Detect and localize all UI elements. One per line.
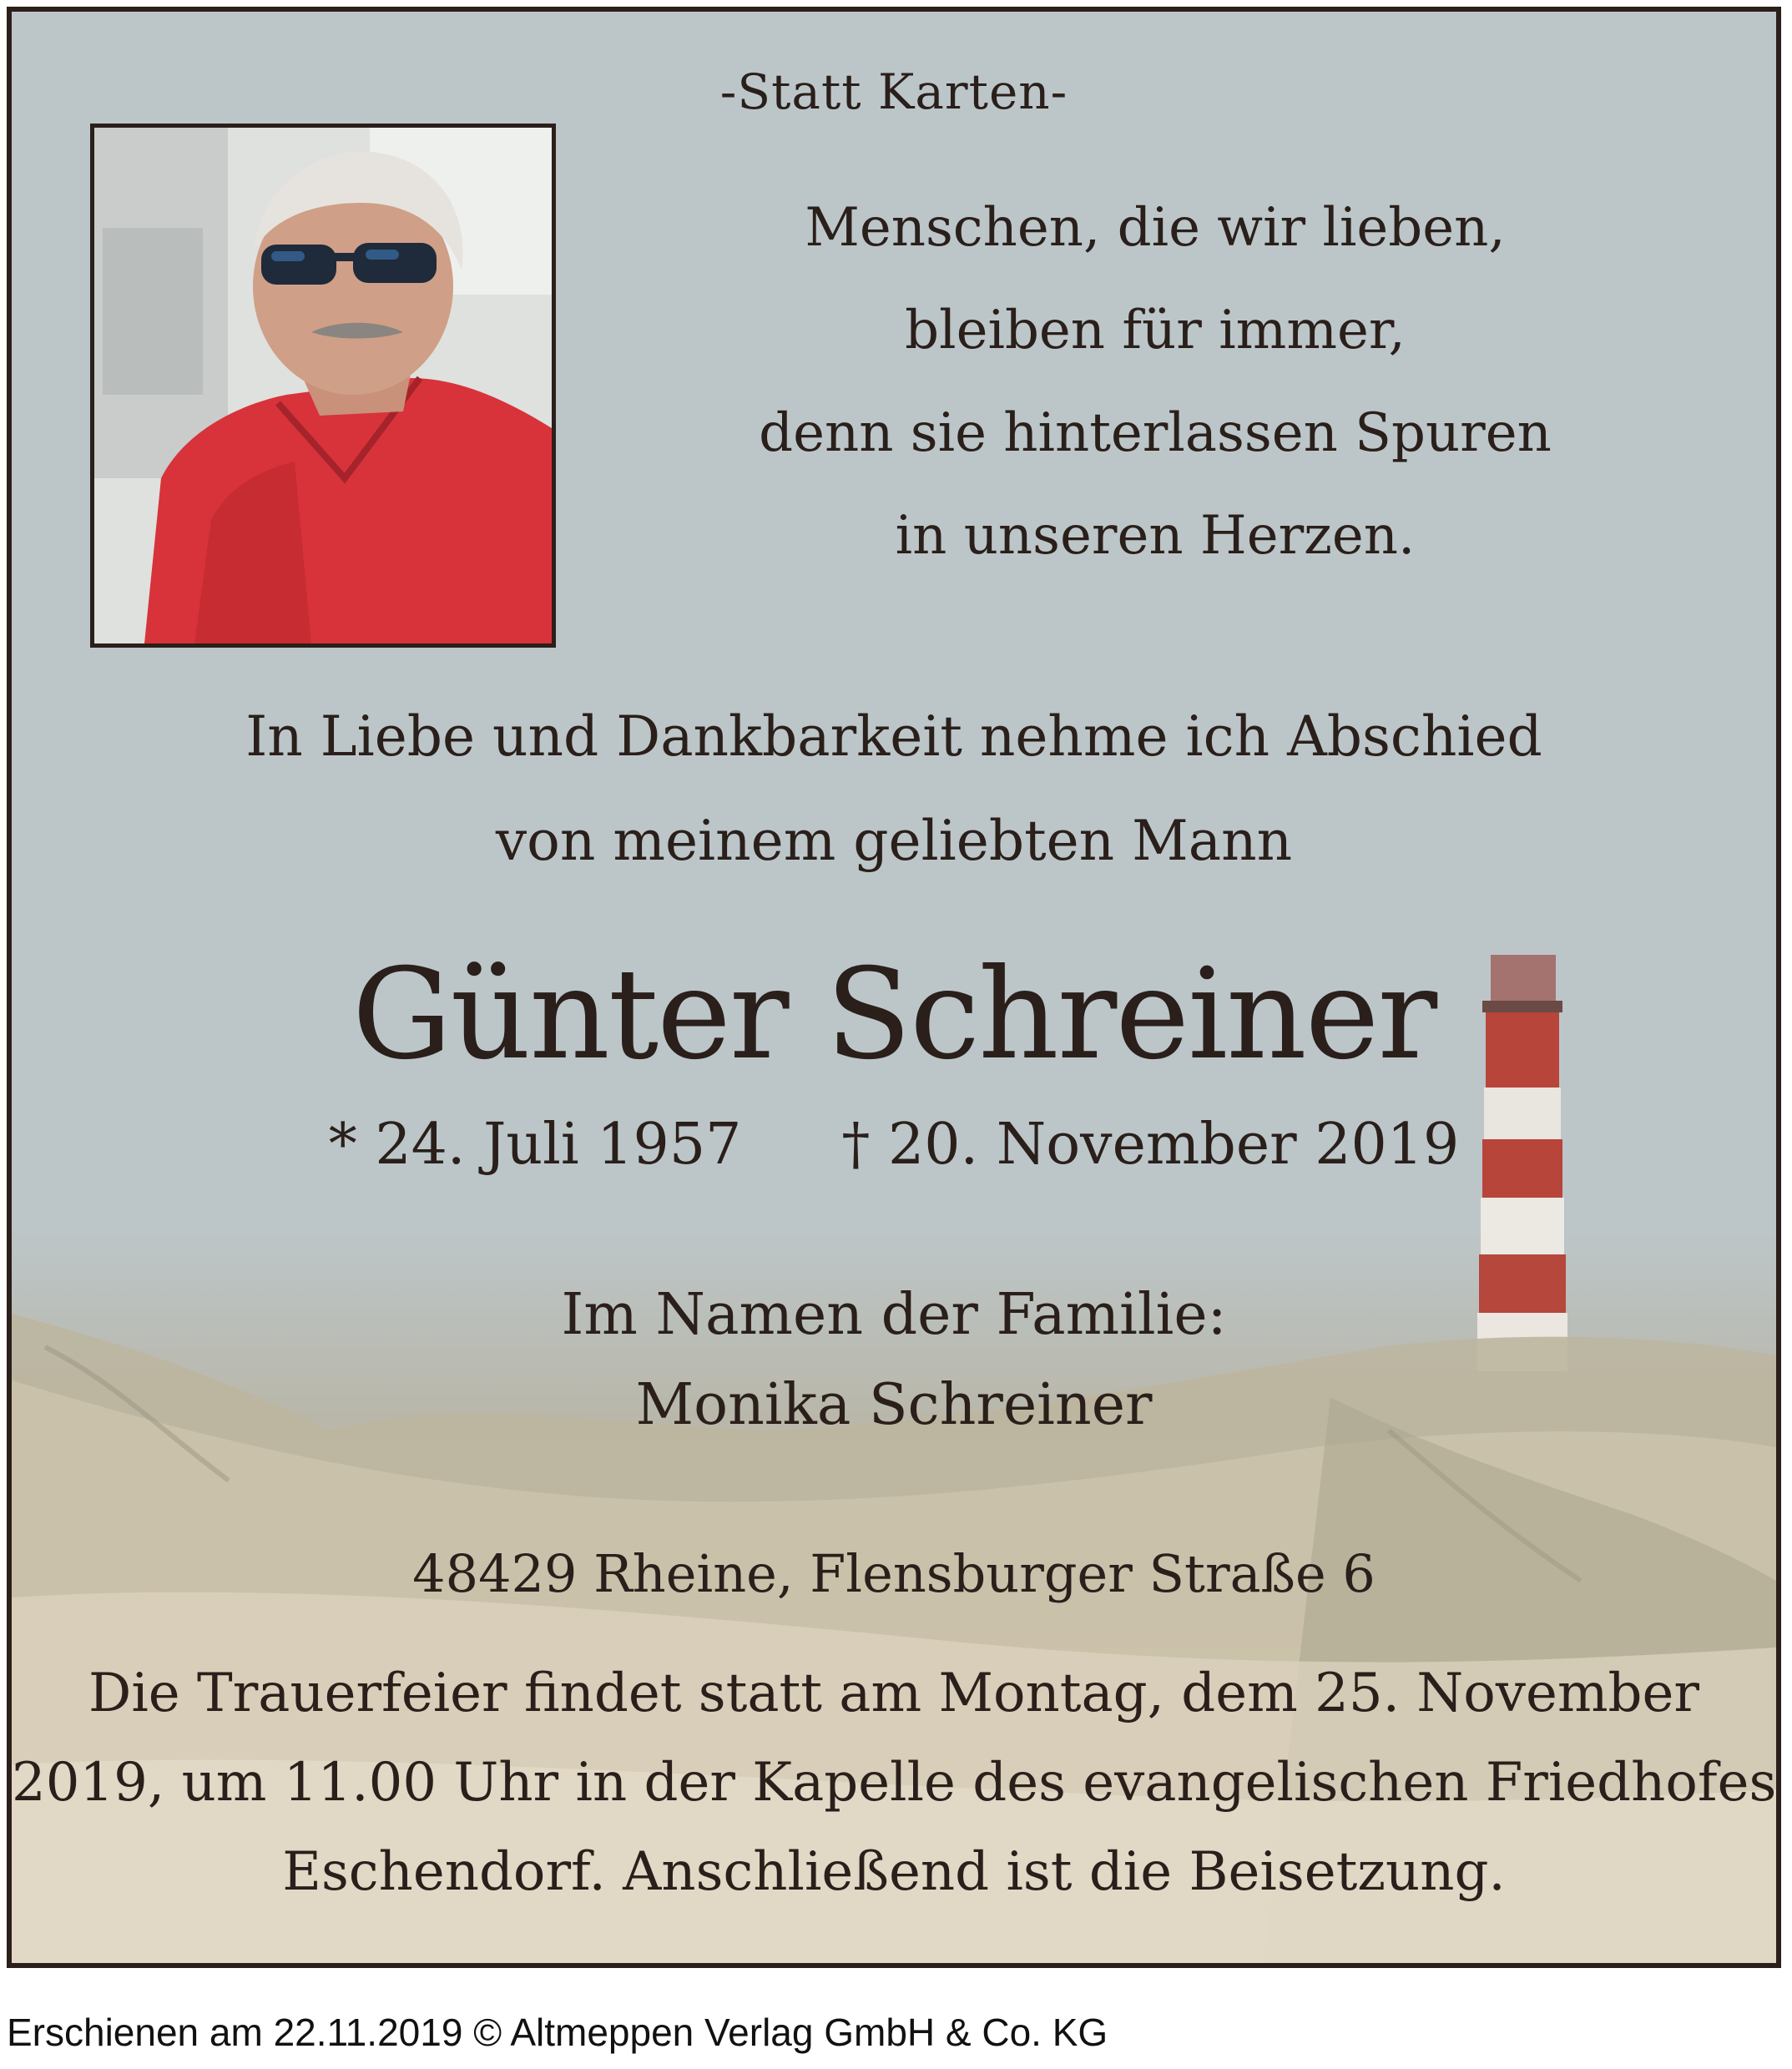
address: 48429 Rheine, Flensburger Straße 6 xyxy=(412,1543,1376,1604)
ceremony-line: Die Trauerfeier findet statt am Montag, dem 25. November xyxy=(88,1663,1699,1724)
poem-line: denn sie hinterlassen Spuren xyxy=(759,402,1552,464)
life-dates xyxy=(12,1112,1776,1178)
poem-line: in unseren Herzen. xyxy=(895,505,1416,567)
poem-line: bleiben für immer, xyxy=(905,300,1406,361)
obituary-notice xyxy=(7,7,1781,1968)
portrait-illustration xyxy=(94,128,552,643)
publication-footer: Erschienen am 22.11.2019 © Altmeppen Verlag GmbH & Co. KG xyxy=(7,2011,1108,2054)
death-date: † 20. November 2019 xyxy=(841,1112,1460,1178)
farewell-line: von meinem geliebten Mann xyxy=(495,809,1293,873)
family-intro: Im Namen der Familie: xyxy=(561,1282,1227,1348)
ceremony-line: 2019, um 11.00 Uhr in der Kapelle des evangelischen Friedhofes xyxy=(12,1752,1777,1814)
family-name: Monika Schreiner xyxy=(635,1372,1153,1438)
statt-karten-header: -Statt Karten- xyxy=(719,63,1068,120)
portrait-photo xyxy=(90,124,556,648)
ceremony-line: Eschendorf. Anschließend ist die Beisetzung. xyxy=(282,1841,1506,1903)
birth-date: * 24. Juli 1957 xyxy=(328,1112,742,1178)
farewell-line: In Liebe und Dankbarkeit nehme ich Abschied xyxy=(245,704,1542,769)
poem-line: Menschen, die wir lieben, xyxy=(805,197,1506,259)
deceased-name: Günter Schreiner xyxy=(351,942,1436,1087)
